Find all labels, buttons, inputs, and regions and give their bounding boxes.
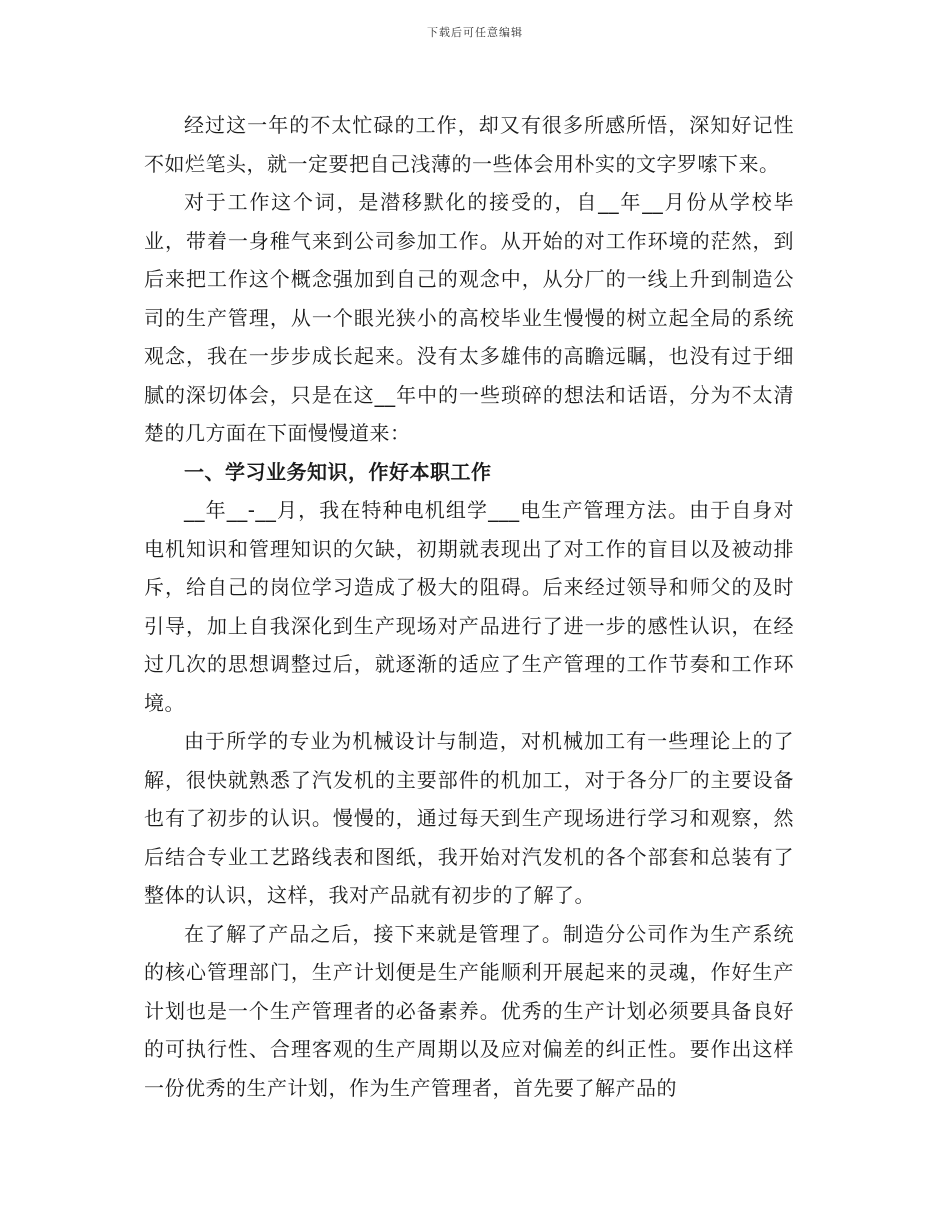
paragraph-intro: 经过这一年的不太忙碌的工作，却又有很多所感所悟，深知好记性不如烂笔头，就一定要把自己浅薄的一些体会用朴实的文字罗嗦下来。 [144,113,794,176]
document-body [144,106,794,1107]
paragraph-planning: 在了解了产品之后，接下来就是管理了。制造分公司作为生产系统的核心管理部门，生产计划便是生产能顺利开展起来的灵魂，作好生产计划也是一个生产管理者的必备素养。优秀的生产计划必须要具备良好的可执行性、合理客观的生产周期以及应对偏差的纠正性。要作出这样一份优秀的生产计划，作为生产管理者，首先要了解产品的 [144,921,794,1100]
paragraph-learning: __年__-__月，我在特种电机组学___电生产管理方法。由于自身对电机知识和管理知识的欠缺，初期就表现出了对工作的盲目以及被动排斥，给自己的岗位学习造成了极大的阻碍。后来经过领导和师父的及时引导，加上自我深化到生产现场对产品进行了进一步的感性认识，在经过几次的思想调整过后，就逐渐的适应了生产管理的工作节奏和工作环境。 [144,498,794,715]
page-header: 下载后可任意编辑 [427,26,523,39]
paragraph-machining: 由于所学的专业为机械设计与制造，对机械加工有一些理论上的了解，很快就熟悉了汽发机的主要部件的机加工，对于各分厂的主要设备也有了初步的认识。慢慢的，通过每天到生产现场进行学习和观察，然后结合专业工艺路线表和图纸，我开始对汽发机的各个部套和总装有了整体的认识，这样，我对产品就有初步的了解了。 [144,729,794,907]
section-heading: 一、学习业务知识，作好本职工作 [184,459,492,484]
paragraph-background: 对于工作这个词，是潜移默化的接受的，自__年__月份从学校毕业，带着一身稚气来到公司参加工作。从开始的对工作环境的茫然，到后来把工作这个概念强加到自己的观念中，从分厂的一线上升到制造公司的生产管理，从一个眼光狭小的高校毕业生慢慢的树立起全局的系统观念，我在一步步成长起来。没有太多雄伟的高瞻远瞩，也没有过于细腻的深切体会，只是在这__年中的一些琐碎的想法和话语，分为不太清楚的几方面在下面慢慢道来： [144,190,794,445]
